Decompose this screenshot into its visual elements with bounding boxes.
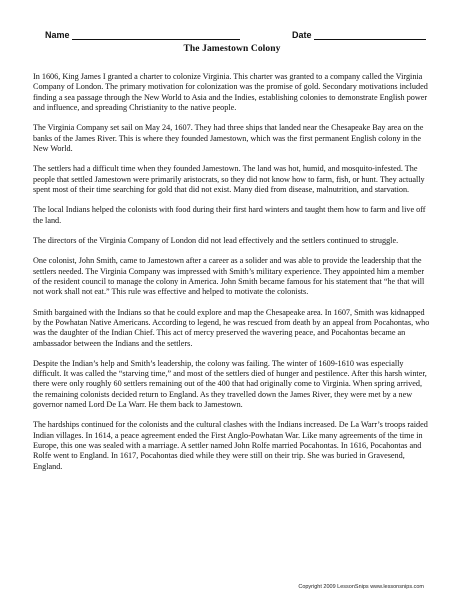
paragraph: The local Indians helped the colonists with food during their first hard winters and taught them how to farm and live off the land.	[33, 205, 426, 225]
name-field	[45, 29, 240, 40]
page-title: The Jamestown Colony	[183, 44, 281, 54]
date-blank-line[interactable]	[314, 29, 426, 40]
article-body	[33, 72, 431, 482]
paragraph: The Virginia Company set sail on May 24, 1607. They had three ships that landed near the Chesapeake Bay area on the banks of the James River. This is where they founded Jamestown, which was the first permanent English colony in the New World.	[33, 123, 424, 153]
paragraph: The settlers had a difficult time when they founded Jamestown. The land was hot, humid, and mosquito-infested. The people that settled Jamestown were primarily aristocrats, so they did not know how to farm, fish, or hunt. They actually spent most of their time searching for gold that did not exist. Many died from disease, malnutrition, and starvation.	[33, 164, 425, 194]
paragraph: The hardships continued for the colonists and the cultural clashes with the Indians increased. De La Warr’s troops raided Indian villages. In 1614, a peace agreement ended the First Anglo-Powhatan War. Like many agreements of the time in Europe, this one was sealed with a marriage. A settler named John Rolfe married Pocahontas. In 1616, Pocahontas and Rolfe went to England. In 1617, Pocahontas died while they were still on their trip. She was buried in Gravesend, England.	[33, 420, 428, 471]
paragraph: The directors of the Virginia Company of London did not lead effectively and the settlers continued to struggle.	[33, 235, 399, 245]
copyright-footer: Copyright 2009 LessonSnips www.lessonsnips.com	[298, 584, 424, 590]
paragraph: In 1606, King James I granted a charter to colonize Virginia. This charter was granted to a company called the Virginia Company of London. The primary motivation for colonization was the promise of gold. Secondary motivations included finding a sea passage through the New World to Asia and the Indies, establishing colonies to demonstrate English power and influence, and spreading Christianity to the native people.	[33, 72, 428, 112]
paragraph: Smith bargained with the Indians so that he could explore and map the Chesapeake area. In 1607, Smith was kidnapped by the Powhatan Native Americans. According to legend, he was rescued from death by an appeal from Pocahontas, who was the daughter of the Indian Chief. This act of mercy preserved the wavering peace, and Pocahontas became an ambassador between the Indians and the settlers.	[33, 307, 430, 348]
date-field	[292, 29, 426, 40]
name-blank-line[interactable]	[72, 29, 240, 40]
paragraph: Despite the Indian’s help and Smith’s leadership, the colony was failing. The winter of 1609-1610 was especially difficult. It was called the “starving time,” and most of the settlers died of hunger and pestilence. After this harsh winter, there were only roughly 60 settlers remaining out of the 400 that had originally come to Virginia. When spring arrived, the remaining colonists decided return to England. As they travelled down the James River, they were met by a new governor named Lord De La Warr. He them back to Jamestown.	[33, 358, 427, 410]
name-label: Name	[45, 30, 70, 40]
date-label: Date	[292, 30, 312, 40]
header-row	[45, 29, 425, 41]
paragraph: One colonist, John Smith, came to Jamestown after a career as a solider and was able to provide the leadership that the settlers needed. The Virginia Company was impressed with Smith’s military experience. They appointed him a member of the resident council to manage the colony in America. John Smith became famous for his statement that “he that will not work shall not eat.” This rule was effective and helped to motivate the colonists.	[33, 256, 425, 297]
